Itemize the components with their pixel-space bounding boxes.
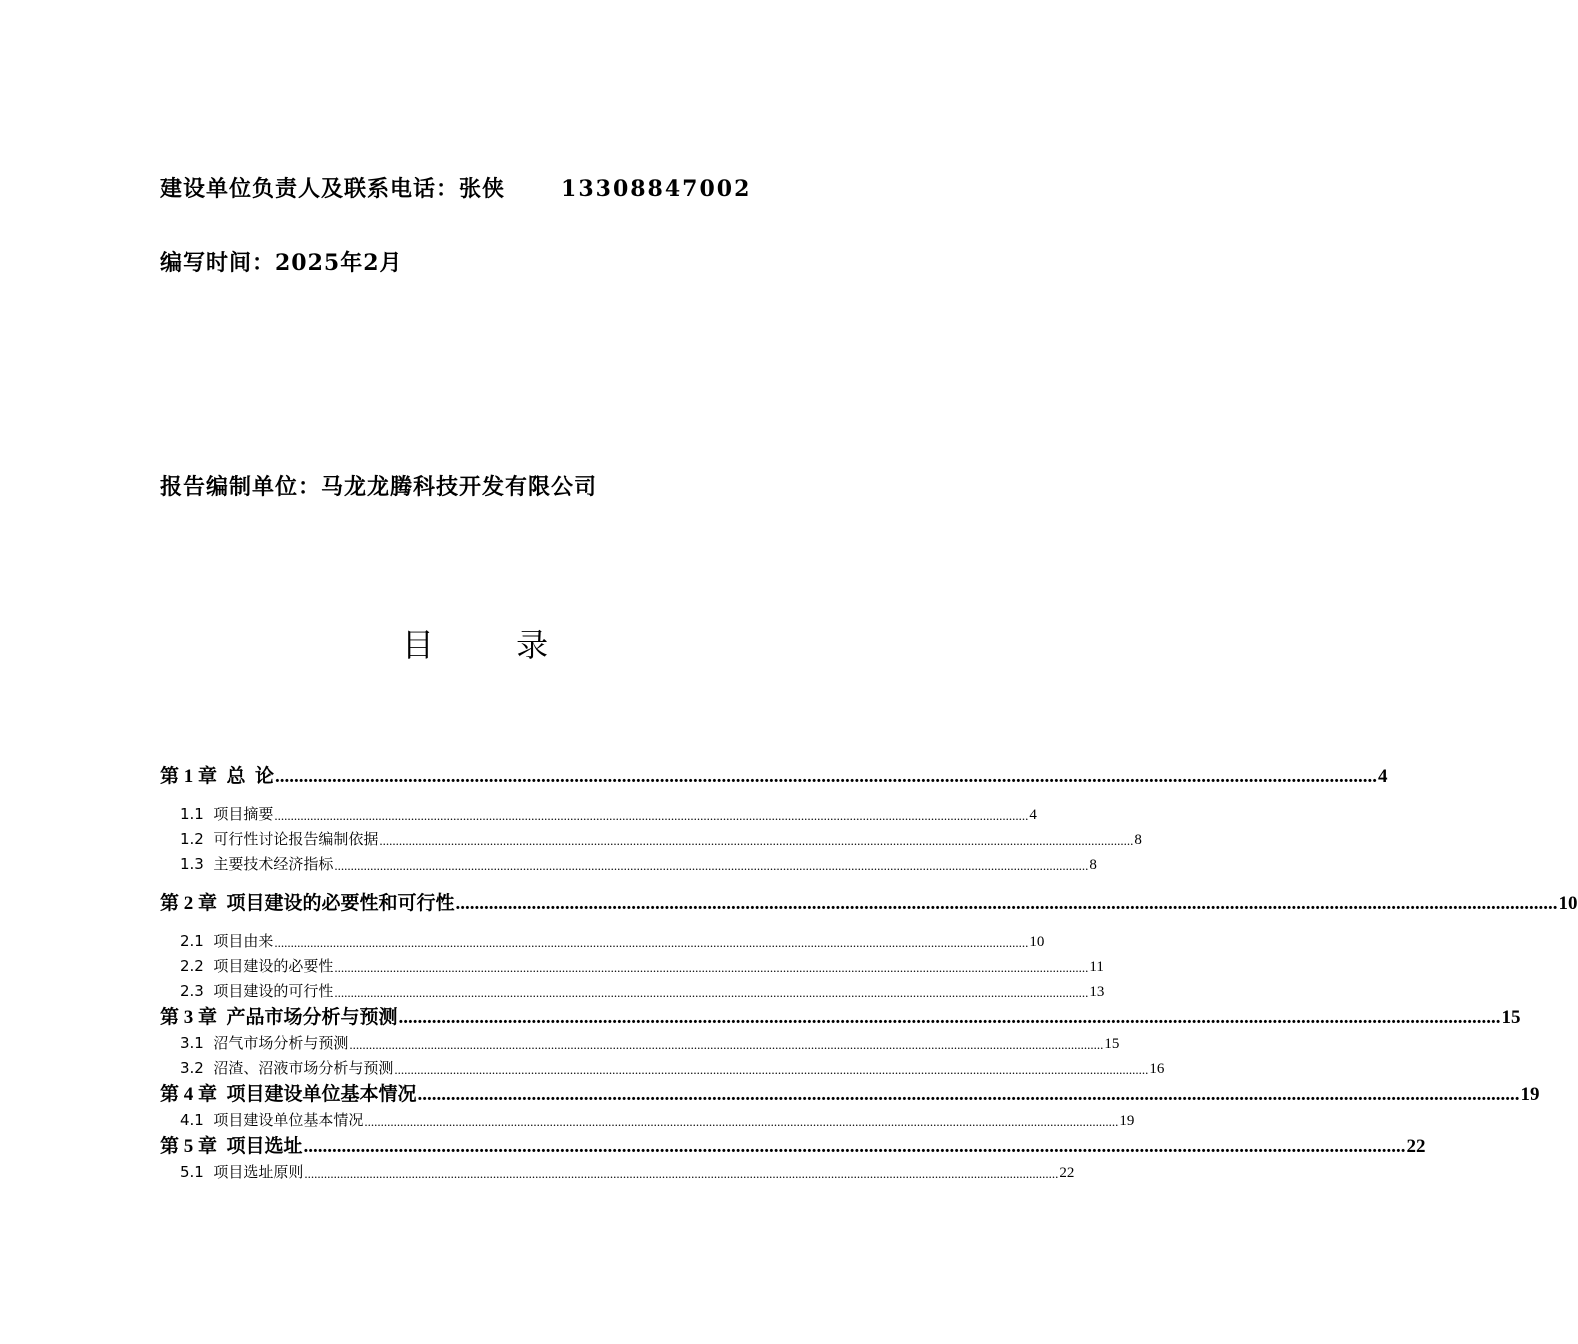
toc-leader-dots: ........................................................................................................................................................................................................................................ [274,935,1029,950]
toc-entry-label: 第 4 章 项目建设单位基本情况 [160,1084,417,1105]
toc-entry-label: 2.2 项目建设的必要性 [180,957,334,975]
toc-entry-label: 2.1 项目由来 [180,932,274,950]
toc-leader-dots: ........................................................................................................................................................................................................................................ [349,1037,1104,1052]
toc-chapter-1[interactable] [160,764,1388,788]
toc-leader-dots: ........................................................................................................................................................................................................................................ [394,1062,1149,1077]
toc-section-1-3[interactable] [180,854,1097,874]
toc-entry-label: 第 1 章 总 论 [160,766,275,787]
toc-page-number: 4 [1029,807,1037,823]
toc-section-5-1[interactable] [180,1162,1075,1182]
toc-entry-label: 2.3 项目建设的可行性 [180,982,334,1000]
toc-page-number: 10 [1029,934,1045,950]
toc-entry-label: 4.1 项目建设单位基本情况 [180,1111,364,1129]
toc-leader-dots: ........................................................................................................................................................................................................................................ [364,1114,1119,1129]
toc-page-number: 4 [1378,766,1388,787]
toc-entry-label: 5.1 项目选址原则 [180,1163,304,1181]
toc-entry-label: 第 5 章 项目选址 [160,1136,303,1157]
toc-page-number: 22 [1059,1165,1075,1181]
toc-entry-label: 1.1 项目摘要 [180,805,274,823]
toc-entry-label: 第 2 章 项目建设的必要性和可行性 [160,893,455,914]
toc-section-3-2[interactable] [180,1058,1165,1078]
toc-leader-dots: ........................................................................................................................................................................................................................................ [334,985,1089,1000]
toc-entry-label: 第 3 章 产品市场分析与预测 [160,1007,398,1028]
toc-page-number: 13 [1089,984,1105,1000]
toc-leader-dots: ........................................................................................................................................................................................................................................ [417,1084,1520,1105]
toc-leader-dots: ........................................................................................................................................................................................................................................ [379,833,1134,848]
toc-page-number: 8 [1089,857,1097,873]
toc-page-number: 10 [1558,893,1578,914]
toc-title: 目 录 [401,626,585,664]
toc-entry-label: 1.3 主要技术经济指标 [180,855,334,873]
toc-chapter-2[interactable] [160,891,1578,915]
org-line: 报告编制单位：马龙龙腾科技开发有限公司 [160,474,598,500]
toc-leader-dots: ........................................................................................................................................................................................................................................ [398,1007,1501,1028]
toc-page-number: 8 [1134,832,1142,848]
toc-page-number: 22 [1406,1136,1426,1157]
toc-leader-dots: ........................................................................................................................................................................................................................................ [334,960,1089,975]
toc-leader-dots: ........................................................................................................................................................................................................................................ [303,1136,1406,1157]
toc-page-number: 15 [1104,1036,1120,1052]
toc-page-number: 19 [1520,1084,1540,1105]
toc-section-3-1[interactable] [180,1033,1120,1053]
toc-page-number: 19 [1119,1113,1135,1129]
toc-section-4-1[interactable] [180,1110,1135,1130]
toc-leader-dots: ........................................................................................................................................................................................................................................ [275,766,1378,787]
toc-entry-label: 1.2 可行性讨论报告编制依据 [180,830,379,848]
contact-line [160,172,751,203]
toc-page-number: 11 [1089,959,1104,975]
toc-section-1-1[interactable] [180,804,1037,824]
toc-section-1-2[interactable] [180,829,1142,849]
toc-page-number: 16 [1149,1061,1165,1077]
toc-leader-dots: ........................................................................................................................................................................................................................................ [274,808,1029,823]
contact-label: 建设单位负责人及联系电话：张侠 [160,176,506,202]
toc-section-2-3[interactable] [180,981,1105,1001]
date-line: 编写时间：2025年2月 [160,250,403,276]
toc-page-number: 15 [1501,1007,1521,1028]
toc-chapter-5[interactable] [160,1134,1426,1158]
toc-chapter-3[interactable] [160,1005,1521,1029]
toc-section-2-1[interactable] [180,931,1045,951]
toc-chapter-4[interactable] [160,1082,1540,1106]
toc-leader-dots: ........................................................................................................................................................................................................................................ [455,893,1558,914]
toc-leader-dots: ........................................................................................................................................................................................................................................ [334,858,1089,873]
toc-entry-label: 3.2 沼渣、沼液市场分析与预测 [180,1059,394,1077]
toc-leader-dots: ........................................................................................................................................................................................................................................ [304,1166,1059,1181]
toc-section-2-2[interactable] [180,956,1104,976]
contact-phone: 13308847002 [561,176,752,202]
toc-entry-label: 3.1 沼气市场分析与预测 [180,1034,349,1052]
